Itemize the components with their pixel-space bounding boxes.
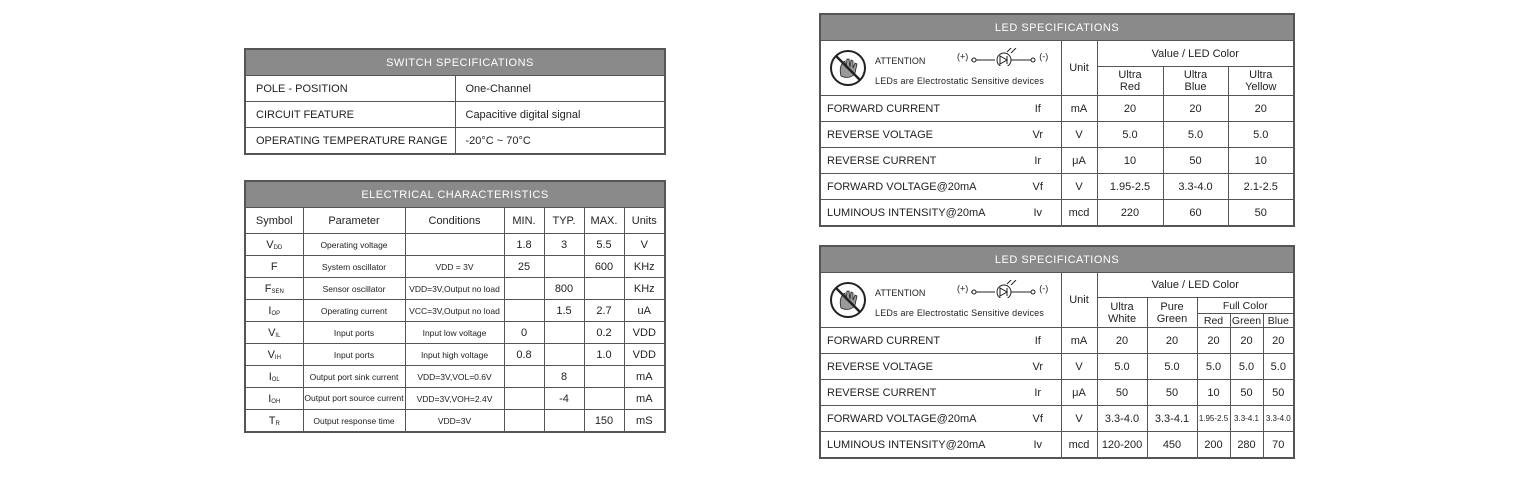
full-color-sub-header: Red <box>1197 314 1230 328</box>
parameter-cell: Output port sink current <box>303 366 405 388</box>
unit-cell: VDD <box>624 344 665 366</box>
table-row <box>820 432 1294 459</box>
value-cell: 1.95-2.5 <box>1197 406 1230 432</box>
column-header: Conditions <box>405 208 504 234</box>
min-cell <box>504 278 544 300</box>
electrical-header-row <box>245 208 665 234</box>
table-row <box>245 344 665 366</box>
led2-title: LED SPECIFICATIONS <box>820 246 1294 273</box>
esd-note: LEDs are Electrostatic Sensitive devices <box>875 308 1045 318</box>
parameter-name: REVERSE VOLTAGE <box>820 122 1015 148</box>
table-row <box>820 406 1294 432</box>
esd-note: LEDs are Electrostatic Sensitive devices <box>875 76 1045 86</box>
unit-cell: V <box>1061 174 1097 200</box>
spec-label: POLE - POSITION <box>245 76 455 102</box>
max-cell: 600 <box>584 256 624 278</box>
symbol-cell: F <box>245 256 303 278</box>
value-cell: 3.3-4.1 <box>1230 406 1263 432</box>
column-header: Units <box>624 208 665 234</box>
spec-value: Capacitive digital signal <box>455 102 665 128</box>
min-cell: 0.8 <box>504 344 544 366</box>
parameter-name: REVERSE CURRENT <box>820 148 1015 174</box>
symbol-cell: $V_{IL}$ <box>245 322 303 344</box>
conditions-cell: VDD=3V,Output no load <box>405 278 504 300</box>
parameter-name: LUMINOUS INTENSITY@20mA <box>820 432 1015 459</box>
symbol-cell: $I_{OP}$ <box>245 300 303 322</box>
unit-cell: KHz <box>624 278 665 300</box>
unit-cell: mS <box>624 410 665 433</box>
column-header: MAX. <box>584 208 624 234</box>
parameter-symbol: If <box>1015 96 1061 122</box>
table-row <box>245 322 665 344</box>
symbol-cell: $I_{OL}$ <box>245 366 303 388</box>
parameter-name: FORWARD VOLTAGE@20mA <box>820 406 1015 432</box>
value-cell: 20 <box>1097 96 1163 122</box>
spec-label: CIRCUIT FEATURE <box>245 102 455 128</box>
full-color-sub-header: Blue <box>1263 314 1294 328</box>
attention-label: ATTENTION <box>875 288 926 298</box>
value-cell: 50 <box>1163 148 1228 174</box>
min-cell <box>504 410 544 433</box>
conditions-cell <box>405 234 504 256</box>
table-row <box>245 410 665 433</box>
conditions-cell: VDD = 3V <box>405 256 504 278</box>
unit-header: Unit <box>1061 273 1097 328</box>
min-cell: 25 <box>504 256 544 278</box>
value-cell: 3.3-4.0 <box>1163 174 1228 200</box>
value-cell: 10 <box>1197 380 1230 406</box>
switch-table-title: SWITCH SPECIFICATIONS <box>245 49 665 76</box>
parameter-symbol: Vr <box>1015 122 1061 148</box>
parameter-name: FORWARD CURRENT <box>820 96 1015 122</box>
parameter-symbol: Iv <box>1015 432 1061 459</box>
diode-symbol: (+) (-) <box>957 48 1048 66</box>
led-specifications-table-2 <box>819 245 1295 459</box>
full-color-sub-header: Green <box>1231 314 1262 327</box>
unit-cell: mA <box>1061 96 1097 122</box>
parameter-cell: System oscillator <box>303 256 405 278</box>
max-cell: 0.2 <box>584 322 624 344</box>
table-row <box>245 128 665 155</box>
typ-cell: 3 <box>544 234 584 256</box>
parameter-symbol: Vr <box>1015 354 1061 380</box>
parameter-cell: Input ports <box>303 344 405 366</box>
parameter-name: FORWARD CURRENT <box>820 328 1015 354</box>
value-cell: 280 <box>1230 432 1263 459</box>
value-cell: 3.3-4.0 <box>1097 406 1147 432</box>
conditions-cell: Input low voltage <box>405 322 504 344</box>
value-cell: 20 <box>1230 328 1263 354</box>
conditions-cell: Input high voltage <box>405 344 504 366</box>
led-diode-icon <box>971 280 1037 298</box>
value-cell: 50 <box>1263 380 1294 406</box>
value-cell: 50 <box>1147 380 1197 406</box>
unit-cell: mcd <box>1061 432 1097 459</box>
table-row <box>820 200 1294 227</box>
value-cell: 20 <box>1147 328 1197 354</box>
conditions-cell: VDD=3V,VOH=2.4V <box>405 388 504 410</box>
unit-cell: mA <box>1061 328 1097 354</box>
parameter-cell: Operating voltage <box>303 234 405 256</box>
unit-cell: mcd <box>1061 200 1097 227</box>
typ-cell <box>544 410 584 433</box>
symbol-cell: $V_{IH}$ <box>245 344 303 366</box>
table-row <box>245 234 665 256</box>
value-cell: 5.0 <box>1197 354 1230 380</box>
parameter-symbol: Vf <box>1015 174 1061 200</box>
diode-symbol: (+) (-) <box>957 280 1048 298</box>
max-cell: 1.0 <box>584 344 624 366</box>
value-cell: 5.0 <box>1163 122 1228 148</box>
value-cell: 200 <box>1197 432 1230 459</box>
parameter-name: LUMINOUS INTENSITY@20mA <box>820 200 1015 227</box>
typ-cell: -4 <box>544 388 584 410</box>
parameter-name: REVERSE VOLTAGE <box>820 354 1015 380</box>
esd-warning-icon <box>829 49 867 87</box>
table-row <box>820 354 1294 380</box>
symbol-cell: $V_{DD}$ <box>245 234 303 256</box>
unit-cell: V <box>1061 354 1097 380</box>
value-color-header: Value / LED Color <box>1097 273 1294 298</box>
unit-cell: mA <box>624 366 665 388</box>
parameter-symbol: Vf <box>1015 406 1061 432</box>
color-header: Ultra White <box>1097 298 1147 328</box>
column-header: Parameter <box>303 208 405 234</box>
max-cell: 150 <box>584 410 624 433</box>
parameter-symbol: Ir <box>1015 148 1061 174</box>
column-header: Symbol <box>245 208 303 234</box>
parameter-cell: Output response time <box>303 410 405 433</box>
value-cell: 60 <box>1163 200 1228 227</box>
electrical-characteristics-table <box>244 180 666 433</box>
value-cell: 5.0 <box>1097 354 1147 380</box>
conditions-cell: VDD=3V,VOL=0.6V <box>405 366 504 388</box>
value-cell: 220 <box>1097 200 1163 227</box>
unit-cell: V <box>624 234 665 256</box>
switch-specifications-table <box>244 48 666 155</box>
min-cell <box>504 300 544 322</box>
value-cell: 5.0 <box>1230 354 1263 380</box>
conditions-cell: VDD=3V <box>405 410 504 433</box>
led1-attention-cell <box>820 41 1061 96</box>
table-row <box>245 388 665 410</box>
led1-title: LED SPECIFICATIONS <box>820 14 1294 41</box>
spec-label: OPERATING TEMPERATURE RANGE <box>245 128 455 155</box>
symbol-cell: $T_R$ <box>245 410 303 433</box>
max-cell <box>584 366 624 388</box>
unit-cell: KHz <box>624 256 665 278</box>
value-cell: 5.0 <box>1097 122 1163 148</box>
value-color-header: Value / LED Color <box>1097 41 1294 67</box>
typ-cell: 1.5 <box>544 300 584 322</box>
value-cell: 50 <box>1230 380 1263 406</box>
table-row <box>245 278 665 300</box>
esd-warning-icon <box>829 281 867 319</box>
value-cell: 20 <box>1197 328 1230 354</box>
value-cell: 10 <box>1097 148 1163 174</box>
led-diode-icon <box>971 48 1037 66</box>
value-cell: 120-200 <box>1097 432 1147 459</box>
table-row <box>245 76 665 102</box>
typ-cell: 800 <box>544 278 584 300</box>
color-header: Ultra Blue <box>1163 67 1228 96</box>
value-cell: 2.1-2.5 <box>1228 174 1294 200</box>
parameter-cell: Output port source current <box>303 388 405 410</box>
min-cell <box>504 388 544 410</box>
parameter-cell: Input ports <box>303 322 405 344</box>
unit-cell: VDD <box>624 322 665 344</box>
typ-cell <box>544 256 584 278</box>
symbol-cell: $I_{OH}$ <box>245 388 303 410</box>
table-row <box>820 122 1294 148</box>
spec-value: -20°C ~ 70°C <box>455 128 665 155</box>
parameter-cell: Operating current <box>303 300 405 322</box>
value-cell: 10 <box>1228 148 1294 174</box>
parameter-cell: Sensor oscillator <box>303 278 405 300</box>
attention-label: ATTENTION <box>875 56 926 66</box>
table-row <box>820 328 1294 354</box>
value-cell: 20 <box>1228 96 1294 122</box>
value-cell: 3.3-4.0 <box>1263 406 1294 432</box>
value-cell: 20 <box>1097 328 1147 354</box>
color-header: Ultra Red <box>1097 67 1163 96</box>
value-cell: 50 <box>1097 380 1147 406</box>
unit-cell: uA <box>624 300 665 322</box>
led2-attention-cell <box>820 273 1061 328</box>
table-row <box>245 300 665 322</box>
column-header: TYP. <box>544 208 584 234</box>
value-cell: 20 <box>1163 96 1228 122</box>
value-cell: 5.0 <box>1147 354 1197 380</box>
value-cell: 5.0 <box>1263 354 1294 380</box>
spec-value: One-Channel <box>455 76 665 102</box>
table-row <box>245 366 665 388</box>
value-cell: 70 <box>1263 432 1294 459</box>
parameter-name: FORWARD VOLTAGE@20mA <box>820 174 1015 200</box>
symbol-cell: $F_{SEN}$ <box>245 278 303 300</box>
typ-cell: 8 <box>544 366 584 388</box>
table-row <box>245 256 665 278</box>
parameter-symbol: Iv <box>1015 200 1061 227</box>
table-row <box>820 174 1294 200</box>
column-header: MIN. <box>504 208 544 234</box>
max-cell: 5.5 <box>584 234 624 256</box>
parameter-symbol: If <box>1015 328 1061 354</box>
led-specifications-table-1 <box>819 13 1295 227</box>
conditions-cell: VCC=3V,Output no load <box>405 300 504 322</box>
value-cell: 3.3-4.1 <box>1147 406 1197 432</box>
min-cell: 1.8 <box>504 234 544 256</box>
table-row <box>820 96 1294 122</box>
value-cell: 50 <box>1228 200 1294 227</box>
max-cell <box>584 388 624 410</box>
unit-cell: μA <box>1061 148 1097 174</box>
value-cell: 450 <box>1147 432 1197 459</box>
value-cell: 1.95-2.5 <box>1097 174 1163 200</box>
min-cell: 0 <box>504 322 544 344</box>
unit-cell: μA <box>1061 380 1097 406</box>
color-header: Pure Green <box>1147 298 1197 328</box>
max-cell <box>584 278 624 300</box>
electrical-table-title: ELECTRICAL CHARACTERISTICS <box>245 181 665 208</box>
min-cell <box>504 366 544 388</box>
max-cell: 2.7 <box>584 300 624 322</box>
unit-cell: V <box>1061 406 1097 432</box>
value-cell: 5.0 <box>1228 122 1294 148</box>
table-row <box>245 102 665 128</box>
unit-header: Unit <box>1061 41 1097 96</box>
unit-cell: V <box>1061 122 1097 148</box>
color-header: Ultra Yellow <box>1228 67 1294 96</box>
parameter-symbol: Ir <box>1015 380 1061 406</box>
parameter-name: REVERSE CURRENT <box>820 380 1015 406</box>
unit-cell: mA <box>624 388 665 410</box>
typ-cell <box>544 344 584 366</box>
table-row <box>820 380 1294 406</box>
value-cell: 20 <box>1263 328 1294 354</box>
typ-cell <box>544 322 584 344</box>
full-color-header: Full Color <box>1197 298 1294 314</box>
table-row <box>820 148 1294 174</box>
